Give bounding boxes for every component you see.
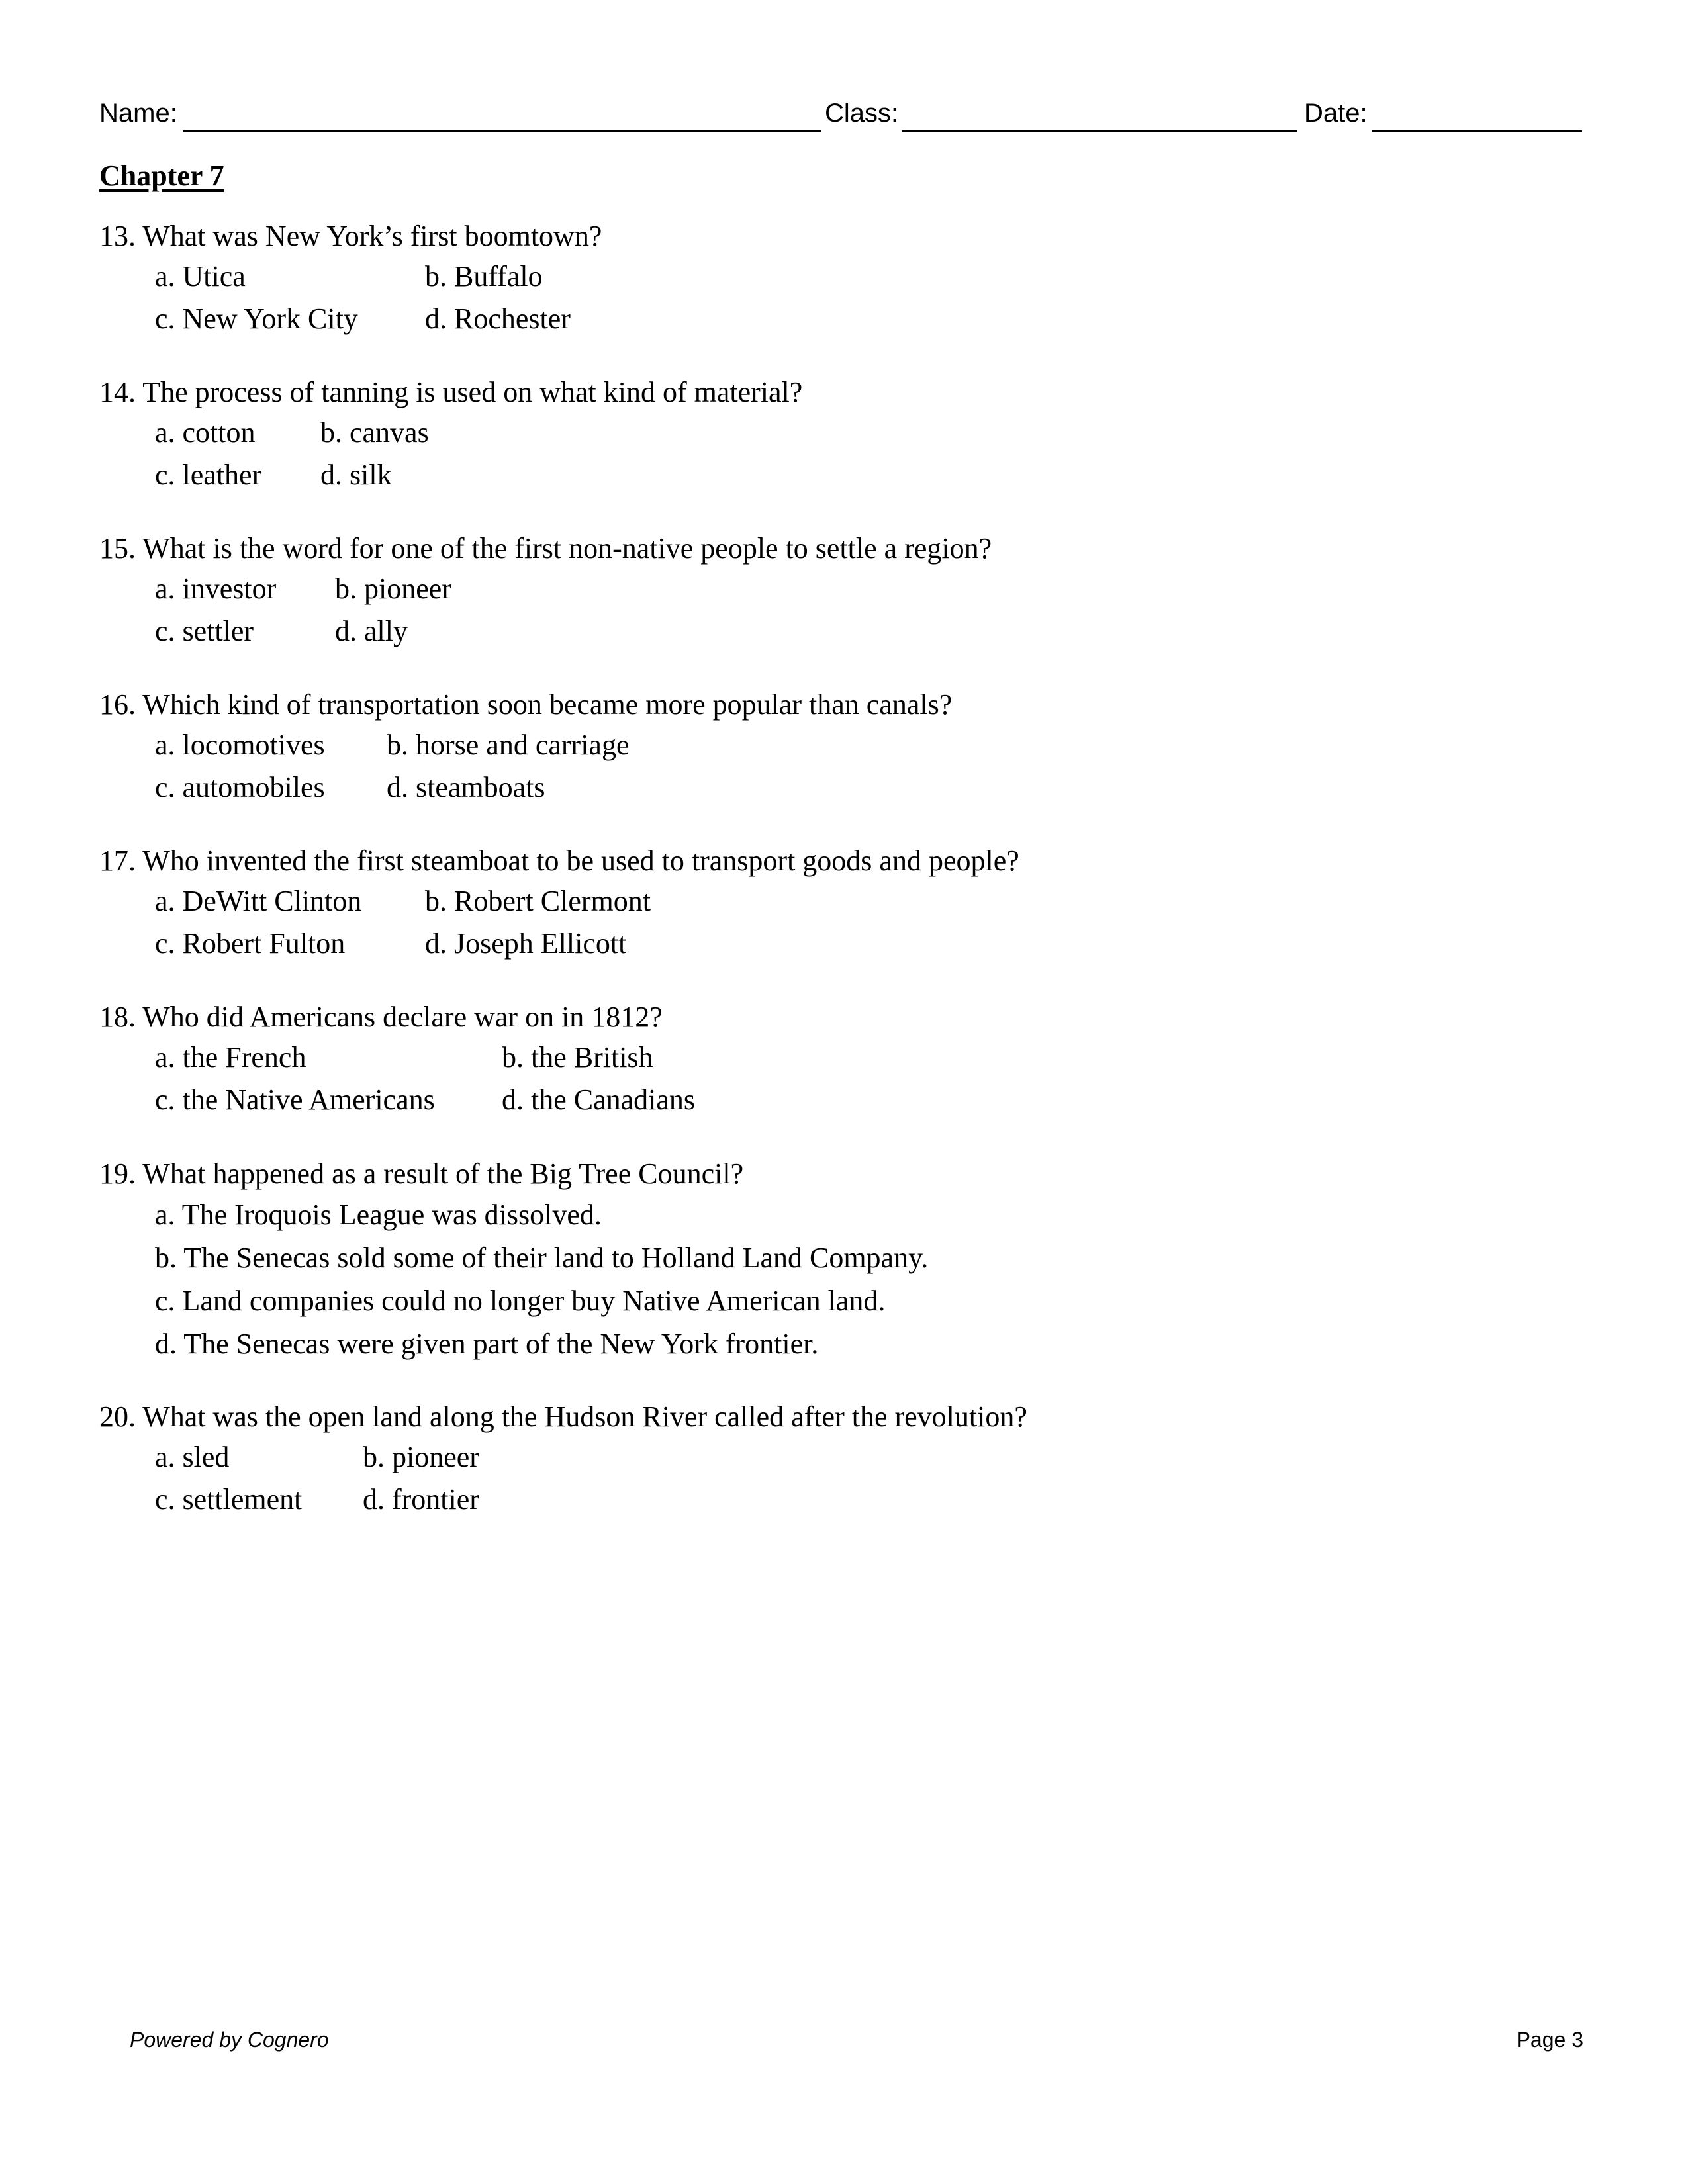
question-text: 17. Who invented the first steamboat to be used to transport goods and people? xyxy=(99,844,1019,877)
chapter-title: Chapter 7 xyxy=(99,159,224,192)
question-16 xyxy=(99,686,1556,809)
class-label: Class: xyxy=(825,99,899,128)
answer-choices xyxy=(155,568,1556,653)
question-18 xyxy=(99,998,1556,1121)
question-text: 20. What was the open land along the Hudson River called after the revolution? xyxy=(99,1400,1027,1433)
choice-a: a. investor xyxy=(155,572,277,605)
choice-b: b. the British xyxy=(502,1041,653,1073)
answer-choices xyxy=(155,880,1556,965)
choice-c: c. New York City xyxy=(155,302,358,335)
choice-a: a. cotton xyxy=(155,416,256,449)
name-field[interactable] xyxy=(99,93,821,134)
date-label: Date: xyxy=(1304,99,1368,128)
choice-b: b. The Senecas sold some of their land to Holland Land Company. xyxy=(155,1242,929,1274)
question-20 xyxy=(99,1398,1556,1521)
choice-c: c. automobiles xyxy=(155,771,325,803)
class-field[interactable] xyxy=(825,93,1297,134)
answer-choices xyxy=(155,1193,1556,1365)
choice-a: a. Utica xyxy=(155,260,246,293)
date-blank-line xyxy=(1372,130,1582,132)
choice-d: d. Joseph Ellicott xyxy=(425,927,627,960)
choice-c: c. the Native Americans xyxy=(155,1083,435,1116)
choice-a: a. sled xyxy=(155,1441,230,1473)
question-15 xyxy=(99,529,1556,653)
choice-a: a. the French xyxy=(155,1041,306,1073)
answer-choices xyxy=(155,724,1556,809)
name-label: Name: xyxy=(99,99,177,128)
choice-d: d. the Canadians xyxy=(502,1083,696,1116)
choice-c: c. Land companies could no longer buy Native American land. xyxy=(155,1285,886,1317)
answer-choices xyxy=(155,1036,1556,1121)
powered-by-footer: Powered by Cognero xyxy=(130,2028,329,2052)
date-field[interactable] xyxy=(1304,93,1582,134)
question-text: 15. What is the word for one of the first non-native people to settle a region? xyxy=(99,532,992,565)
class-blank-line xyxy=(902,130,1297,132)
choice-b: b. Buffalo xyxy=(425,260,543,293)
choice-a: a. The Iroquois League was dissolved. xyxy=(155,1199,602,1231)
choice-b: b. Robert Clermont xyxy=(425,885,651,917)
choice-a: a. locomotives xyxy=(155,729,325,761)
question-text: 19. What happened as a result of the Big Tree Council? xyxy=(99,1158,744,1190)
choice-d: d. frontier xyxy=(363,1483,479,1516)
answer-choices xyxy=(155,255,1556,340)
question-text: 18. Who did Americans declare war on in 1812? xyxy=(99,1001,663,1033)
choice-d: d. The Senecas were given part of the New York frontier. xyxy=(155,1328,819,1360)
choice-d: d. Rochester xyxy=(425,302,571,335)
question-text: 16. Which kind of transportation soon became more popular than canals? xyxy=(99,688,953,721)
page-number: Page 3 xyxy=(1516,2028,1583,2052)
question-19 xyxy=(99,1155,1556,1365)
choice-a: a. DeWitt Clinton xyxy=(155,885,362,917)
answer-choices xyxy=(155,1436,1556,1521)
choice-c: c. leather xyxy=(155,459,262,491)
answer-choices xyxy=(155,412,1556,496)
question-13 xyxy=(99,217,1556,340)
choice-c: c. settlement xyxy=(155,1483,303,1516)
question-17 xyxy=(99,842,1556,965)
question-text: 14. The process of tanning is used on what kind of material? xyxy=(99,376,803,408)
choice-b: b. pioneer xyxy=(335,572,451,605)
choice-b: b. horse and carriage xyxy=(387,729,630,761)
student-info-header xyxy=(99,93,1582,134)
choice-c: c. Robert Fulton xyxy=(155,927,346,960)
choice-d: d. ally xyxy=(335,615,408,647)
choice-c: c. settler xyxy=(155,615,254,647)
choice-b: b. canvas xyxy=(320,416,429,449)
question-text: 13. What was New York’s first boomtown? xyxy=(99,220,602,252)
choice-d: d. steamboats xyxy=(387,771,545,803)
name-blank-line xyxy=(183,130,821,132)
question-14 xyxy=(99,373,1556,496)
choice-b: b. pioneer xyxy=(363,1441,479,1473)
choice-d: d. silk xyxy=(320,459,392,491)
